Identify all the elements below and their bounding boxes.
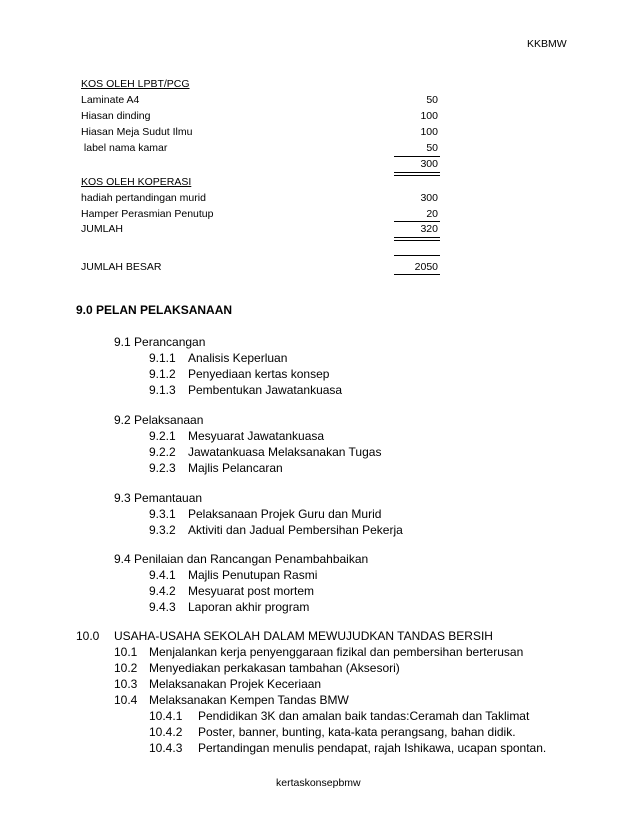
cost-koperasi-heading: KOS OLEH KOPERASI <box>81 176 192 188</box>
grand-total-top-rule <box>394 255 440 256</box>
total-rule <box>394 175 440 176</box>
grand-total-label: JUMLAH BESAR <box>81 261 162 273</box>
plan-group-title: 9.4 Penilaian dan Rancangan Penambahbaikan <box>114 552 369 566</box>
plan-item-number: 9.4.2 <box>149 584 176 598</box>
cost-item-label: Hamper Perasmian Penutup <box>81 208 214 220</box>
effort-item-text: Melaksanakan Kempen Tandas BMW <box>149 693 349 707</box>
effort-subitem-number: 10.4.3 <box>149 741 183 755</box>
total-rule <box>394 172 440 173</box>
effort-item-text: Melaksanakan Projek Keceriaan <box>149 677 322 691</box>
plan-item-number: 9.3.1 <box>149 507 176 521</box>
plan-item-text: Mesyuarat post mortem <box>188 584 315 598</box>
effort-item-number: 10.2 <box>114 661 138 675</box>
plan-item-text: Majlis Pelancaran <box>188 461 283 475</box>
section-10-number: 10.0 <box>76 629 100 643</box>
cost-item-value: 300 <box>420 192 438 204</box>
cost-lpbt-total: 300 <box>420 158 438 170</box>
effort-subitem-number: 10.4.2 <box>149 725 183 739</box>
plan-item-number: 9.1.2 <box>149 367 176 381</box>
total-rule <box>394 240 440 241</box>
page-footer: kertaskonsepbmw <box>276 777 361 789</box>
cost-item-label: Hiasan Meja Sudut Ilmu <box>81 126 193 138</box>
plan-item-number: 9.2.3 <box>149 461 176 475</box>
effort-item-text: Menjalankan kerja penyenggaraan fizikal dan pembersihan berterusan <box>149 645 524 659</box>
cost-item-value: 100 <box>420 110 438 122</box>
effort-item-number: 10.3 <box>114 677 138 691</box>
cost-item-value: 50 <box>426 94 438 106</box>
plan-group-title: 9.1 Perancangan <box>114 335 206 349</box>
plan-item-number: 9.1.3 <box>149 383 176 397</box>
effort-subitem-text: Pertandingan menulis pendapat, rajah Ishikawa, ucapan spontan. <box>198 741 547 755</box>
plan-item-number: 9.2.2 <box>149 445 176 459</box>
effort-subitem-text: Pendidikan 3K dan amalan baik tandas:Ceramah dan Taklimat <box>198 709 530 723</box>
effort-subitem-number: 10.4.1 <box>149 709 183 723</box>
effort-item-text: Menyediakan perkakasan tambahan (Aksesori) <box>149 661 400 675</box>
plan-item-text: Analisis Keperluan <box>188 351 288 365</box>
plan-item-text: Pembentukan Jawatankuasa <box>188 383 343 397</box>
cost-item-value: 100 <box>420 126 438 138</box>
plan-item-text: Aktiviti dan Jadual Pembersihan Pekerja <box>188 523 403 537</box>
plan-group-title: 9.2 Pelaksanaan <box>114 413 204 427</box>
effort-item-number: 10.1 <box>114 645 138 659</box>
plan-item-text: Jawatankuasa Melaksanakan Tugas <box>188 445 382 459</box>
section-9-title: 9.0 PELAN PELAKSANAAN <box>76 303 233 317</box>
cost-item-label: label nama kamar <box>81 142 168 154</box>
effort-subitem-text: Poster, banner, bunting, kata-kata perangsang, bahan didik. <box>198 725 516 739</box>
plan-item-text: Pelaksanaan Projek Guru dan Murid <box>188 507 382 521</box>
cost-koperasi-total: 320 <box>420 223 438 235</box>
cost-item-value: 50 <box>426 142 438 154</box>
grand-total-bottom-rule <box>394 274 440 275</box>
plan-item-text: Mesyuarat Jawatankuasa <box>188 429 325 443</box>
plan-item-text: Penyediaan kertas konsep <box>188 367 330 381</box>
cost-item-label: hadiah pertandingan murid <box>81 192 206 204</box>
cost-item-value: 20 <box>426 208 438 220</box>
grand-total-value: 2050 <box>414 261 438 273</box>
plan-item-number: 9.4.3 <box>149 600 176 614</box>
cost-koperasi-total-label: JUMLAH <box>81 223 124 235</box>
section-10-title: USAHA-USAHA SEKOLAH DALAM MEWUJUDKAN TANDAS BERSIH <box>114 629 493 643</box>
plan-item-text: Majlis Penutupan Rasmi <box>188 568 318 582</box>
subtotal-rule <box>394 221 440 222</box>
plan-item-number: 9.2.1 <box>149 429 176 443</box>
effort-item-number: 10.4 <box>114 693 138 707</box>
plan-item-number: 9.3.2 <box>149 523 176 537</box>
cost-item-label: Laminate A4 <box>81 94 140 106</box>
total-rule <box>394 237 440 238</box>
subtotal-rule <box>394 156 440 157</box>
plan-item-number: 9.4.1 <box>149 568 176 582</box>
cost-lpbt-heading: KOS OLEH LPBT/PCG <box>81 78 190 90</box>
cost-item-label: Hiasan dinding <box>81 110 151 122</box>
plan-item-number: 9.1.1 <box>149 351 176 365</box>
plan-group-title: 9.3 Pemantauan <box>114 491 203 505</box>
plan-item-text: Laporan akhir program <box>188 600 310 614</box>
page-header-code: KKBMW <box>527 38 567 50</box>
